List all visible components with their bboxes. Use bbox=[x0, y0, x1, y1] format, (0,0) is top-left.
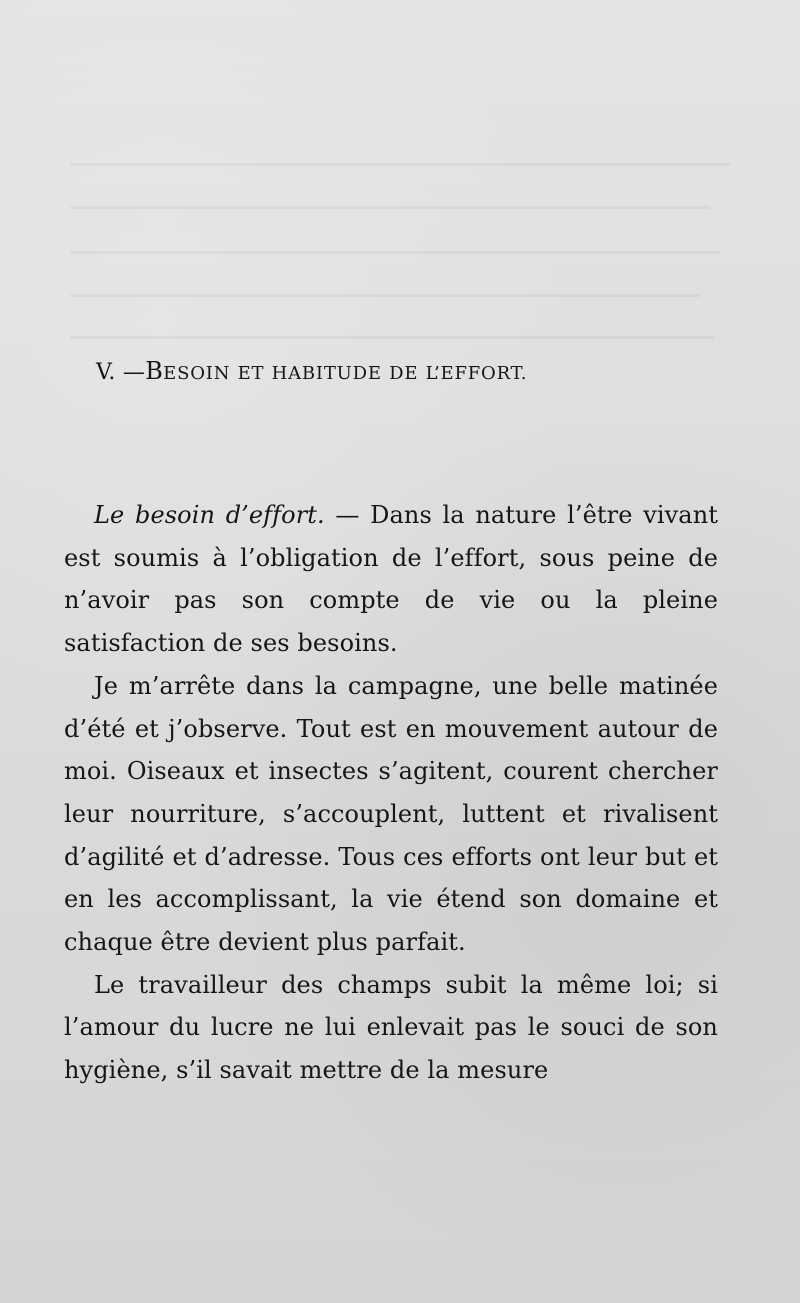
bleed-through-line bbox=[70, 251, 720, 254]
section-heading-prefix: V. — bbox=[96, 360, 146, 385]
paragraph-3: Le travailleur des champs subit la même loi; si l’amour du lucre ne lui enlevait pas le souci de son hygiène, s’il savait mettre de la mesure bbox=[64, 970, 718, 1085]
section-heading-word-effort: L’EFFORT. bbox=[425, 363, 528, 384]
section-heading-word-et: ET bbox=[237, 363, 265, 384]
section-heading-word-besoin: ESOIN bbox=[163, 363, 231, 384]
bleed-through-line bbox=[70, 163, 730, 166]
section-heading-word-habitude: HABITUDE bbox=[271, 363, 382, 384]
paragraph-1-text: Dans la nature l’être vivant est soumis à l’obligation de l’effort, sous peine de n’avoir pas son compte de vie ou la pleine satisfaction de ses besoins. bbox=[64, 501, 718, 658]
section-heading-first-letter: B bbox=[145, 357, 164, 385]
bleed-through-line bbox=[70, 294, 700, 297]
paragraph-2: Je m’arrête dans la campagne, une belle matinée d’été et j’observe. Tout est en mouvement autour de moi. Oiseaux et insectes s’agitent, courent chercher leur nourriture, s’accouplent, luttent et rivalisent d’agilité et d’adresse. Tous ces efforts ont leur but et en les accomplissant, la vie étend son domaine et chaque être devient plus parfait. bbox=[64, 671, 718, 957]
bleed-through-line bbox=[70, 206, 710, 209]
section-heading bbox=[96, 356, 716, 388]
paragraph-1-title: Le besoin d’effort. bbox=[94, 501, 325, 529]
body-text bbox=[64, 494, 718, 1092]
bleed-through-line bbox=[70, 336, 715, 339]
section-heading-word-de: DE bbox=[389, 363, 419, 384]
paragraph-1-dash: — bbox=[324, 501, 371, 529]
paragraph-1 bbox=[64, 494, 718, 665]
